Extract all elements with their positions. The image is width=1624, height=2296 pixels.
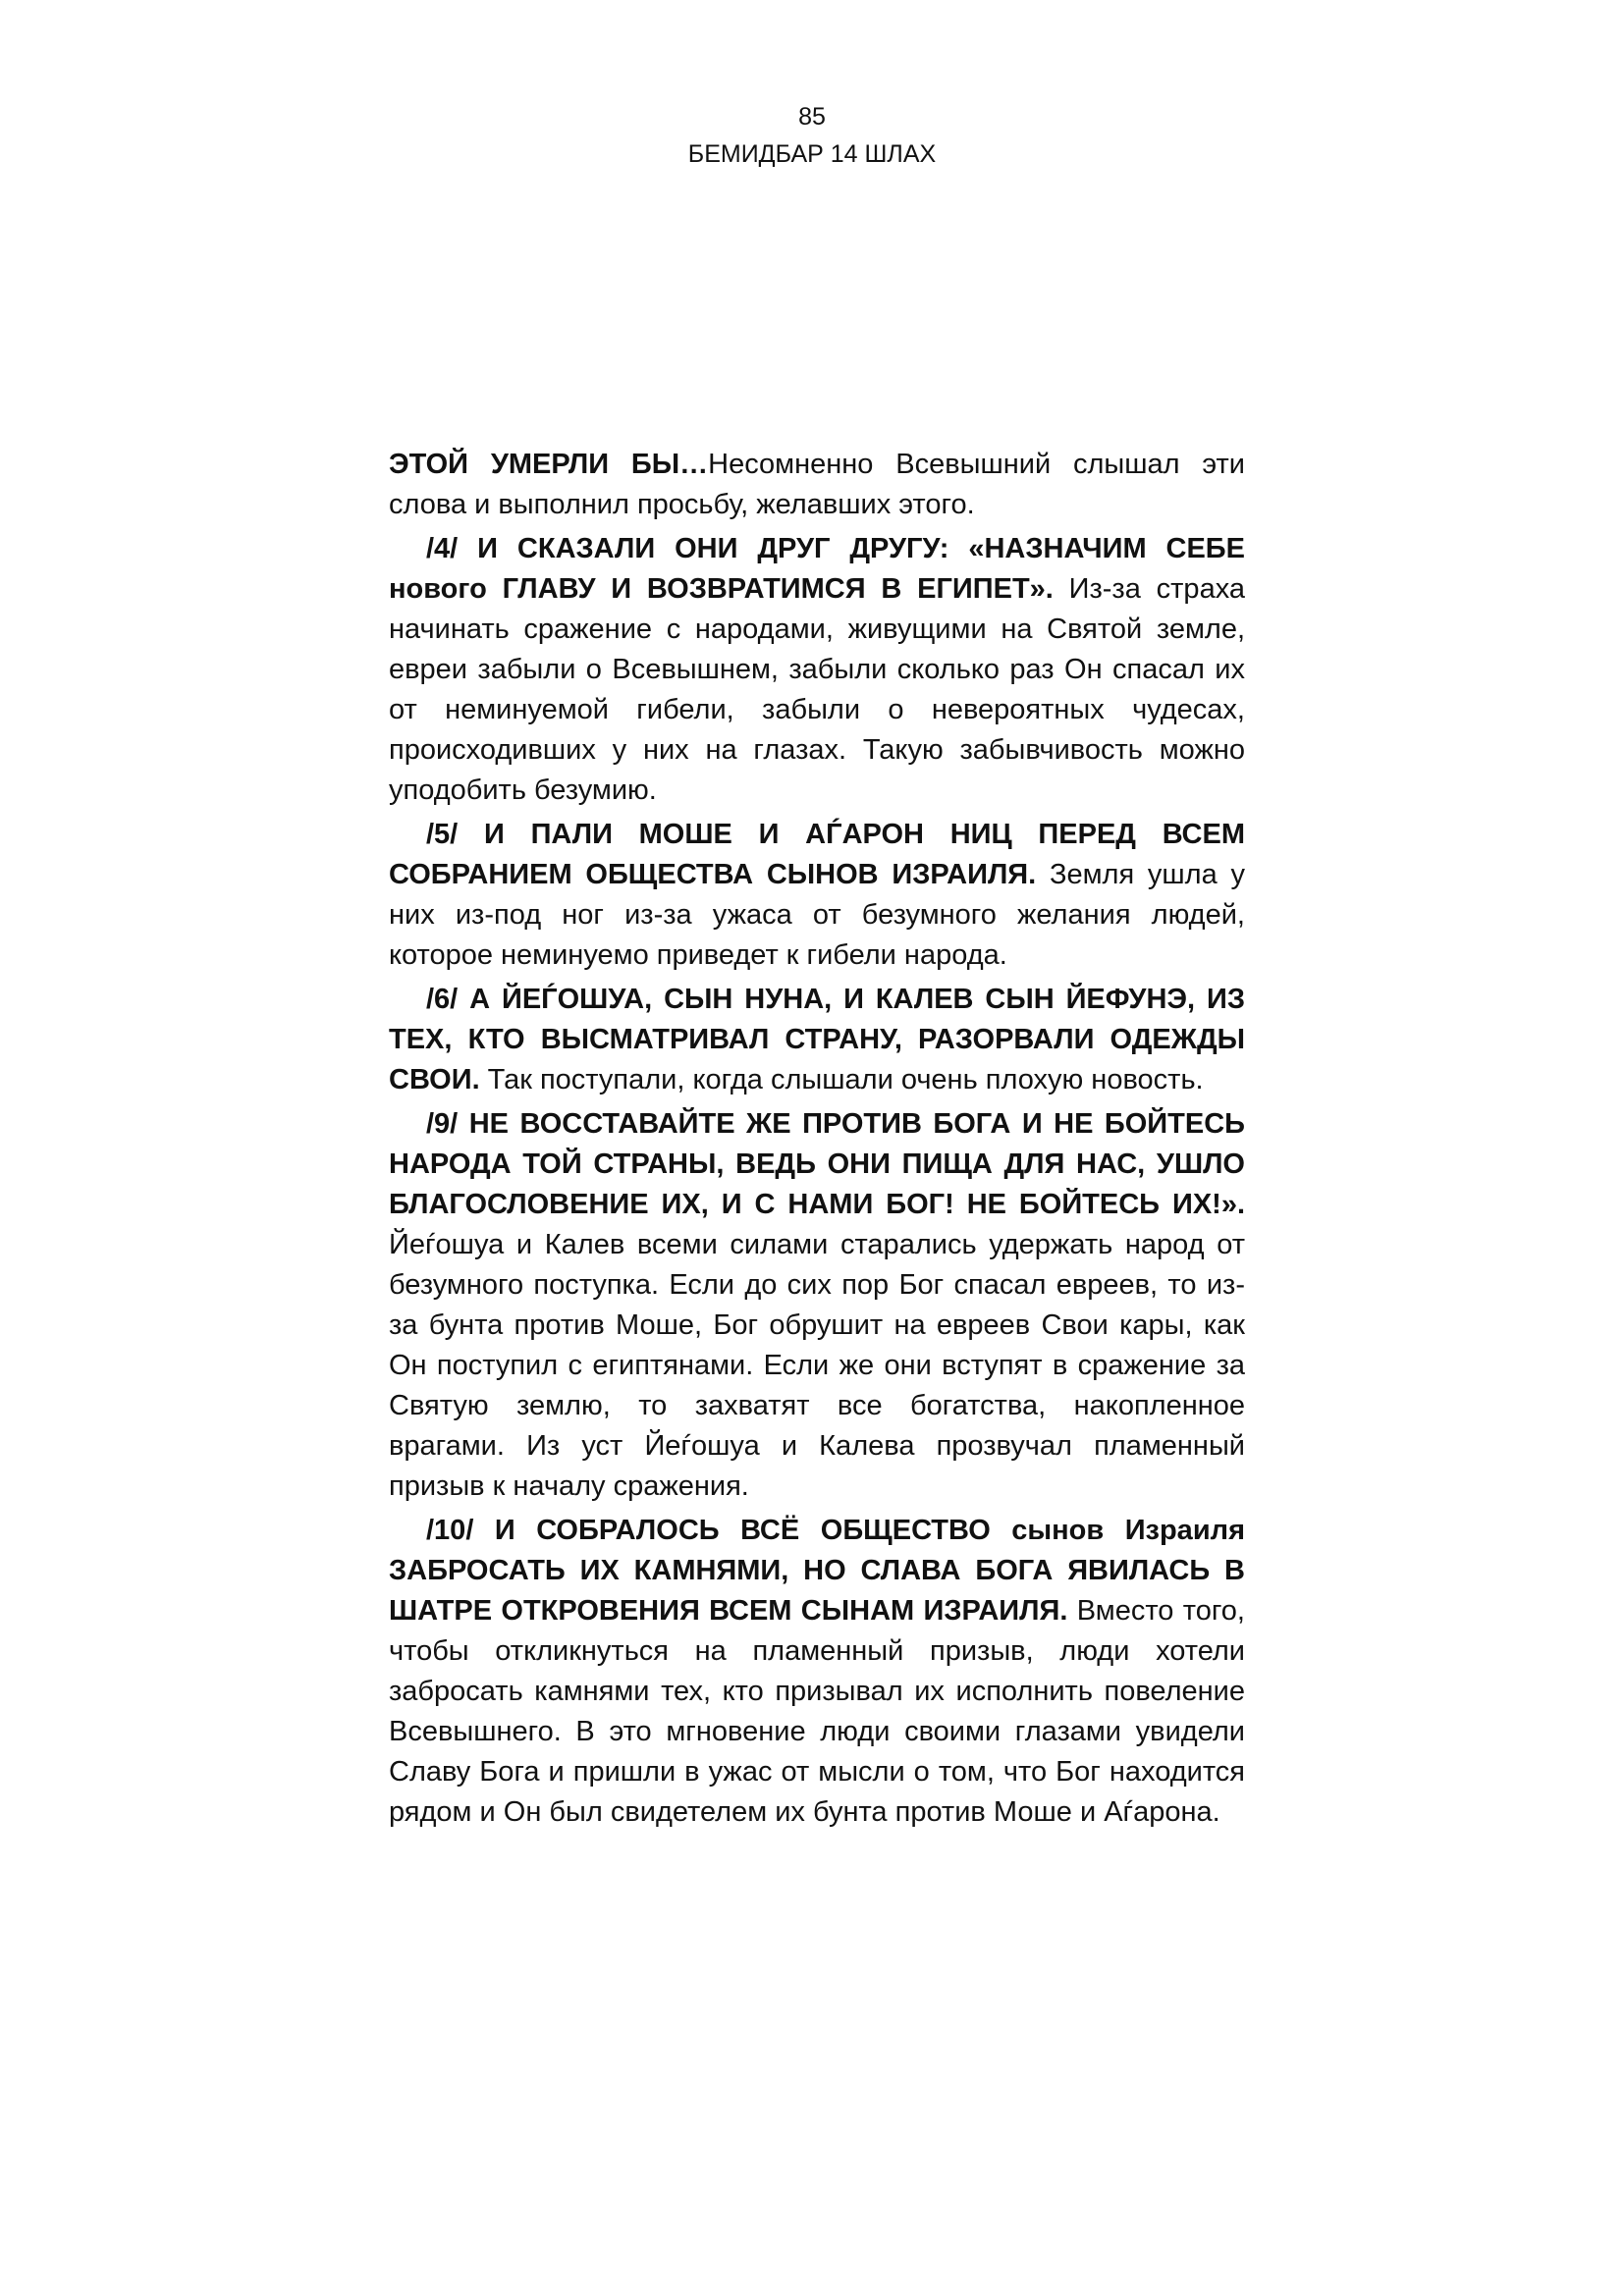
paragraph-verse-6: [389, 980, 1245, 1100]
commentary: Вместо того, чтобы откликнуться на пламенный призыв, люди хотели забросать камнями тех, кто призывал их исполнить повеление Всевышнего. В это мгновение люди своими глазами увидели Славу Бога и пришли в ужас от мысли о том, что Бог находится рядом и Он был свидетелем их бунта против Моше и Аѓарона.: [389, 1595, 1245, 1828]
paragraph-verse-4: [389, 529, 1245, 811]
verse-quote: ЭТОЙ УМЕРЛИ БЫ…: [389, 449, 709, 480]
commentary-text: [389, 445, 1245, 1837]
commentary: Земля ушла у них из-под ног из-за ужаса от безумного желания людей, которое неминуемо приведет к гибели народа.: [389, 859, 1245, 971]
commentary: Так поступали, когда слышали очень плохую новость.: [479, 1064, 1204, 1095]
verse-quote: /9/ НЕ ВОССТАВАЙТЕ ЖЕ ПРОТИВ БОГА И НЕ БОЙТЕСЬ НАРОДА ТОЙ СТРАНЫ, ВЕДЬ ОНИ ПИЩА ДЛЯ НАС, УШЛО БЛАГОСЛОВЕНИЕ ИХ, И С НАМИ БОГ! НЕ БОЙТЕСЬ ИХ!».: [389, 1108, 1245, 1220]
commentary: Несомненно Всевышний слышал эти слова и выполнил просьбу, желавших этого.: [389, 449, 1246, 520]
verse-quote: /4/ И СКАЗАЛИ ОНИ ДРУГ ДРУГУ: «НАЗНАЧИМ СЕБЕ нового ГЛАВУ И ВОЗВРАТИМСЯ В ЕГИПЕТ».: [389, 533, 1245, 605]
verse-quote: /5/ И ПАЛИ МОШЕ И АЃАРОН НИЦ ПЕРЕД ВСЕМ СОБРАНИЕМ ОБЩЕСТВА СЫНОВ ИЗРАИЛЯ.: [389, 819, 1245, 890]
paragraph-continuation: [389, 445, 1245, 525]
verse-quote: /6/ А ЙЕЃОШУА, СЫН НУНА, И КАЛЕВ СЫН ЙЕФУНЭ, ИЗ ТЕХ, КТО ВЫСМАТРИВАЛ СТРАНУ, РАЗОРВАЛИ ОДЕЖДЫ СВОИ.: [389, 984, 1245, 1095]
verse-quote: /10/ И СОБРАЛОСЬ ВСЁ ОБЩЕСТВО сынов Израиля ЗАБРОСАТЬ ИХ КАМНЯМИ, НО СЛАВА БОГА ЯВИЛАСЬ В ШАТРЕ ОТКРОВЕНИЯ ВСЕМ СЫНАМ ИЗРАИЛЯ.: [389, 1515, 1245, 1627]
page-header: [0, 98, 1624, 173]
commentary: Йеѓошуа и Калев всеми силами старались удержать народ от безумного поступка. Если до сих пор Бог спасал евреев, то из-за бунта против Моше, Бог обрушит на евреев Свои кары, как Он поступил с египтянами. Если же они вступят в сражение за Святую землю, то захватят все богатства, накопленное врагами. Из уст Йеѓошуа и Калева прозвучал пламенный призыв к началу сражения.: [389, 1229, 1245, 1502]
running-title: БЕМИДБАР 14 ШЛАХ: [687, 140, 937, 168]
paragraph-verse-10: [389, 1511, 1245, 1833]
page-number: 85: [798, 103, 826, 131]
commentary: Из-за страха начинать сражение с народами, живущими на Святой земле, евреи забыли о Всевышнем, забыли сколько раз Он спасал их от неминуемой гибели, забыли о невероятных чудесах, происходивших у них на глазах. Такую забывчивость можно уподобить безумию.: [389, 573, 1245, 806]
paragraph-verse-9: [389, 1104, 1245, 1507]
paragraph-verse-5: [389, 815, 1245, 976]
